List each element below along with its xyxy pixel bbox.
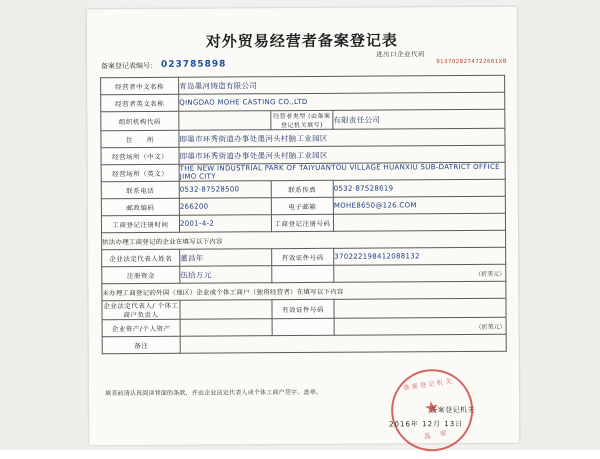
date-month: 12 <box>422 420 434 429</box>
field-value-id-number: 370222198412088132 <box>334 247 506 265</box>
field-label-remark: 备注 <box>102 336 180 353</box>
field-value-phone: 0532·87528500 <box>179 181 271 199</box>
page-title: 对外贸易经营者备案登记表 <box>205 31 398 51</box>
section-heading-individual: 未办理工商登记的外国（地区）企业或个体工商户（独资经营者）在填写以下内容 <box>102 281 506 300</box>
field-value-reg-number <box>333 213 505 231</box>
field-value-legal-rep: 董昌年 <box>180 249 272 267</box>
table-row <box>102 334 506 353</box>
page-left-margin <box>0 0 88 450</box>
seal-arc-text: 备案登记机关 <box>402 376 455 393</box>
registration-form-table <box>100 75 507 354</box>
field-label-reg-number: 工商登记注册号码 <box>271 214 333 231</box>
registration-number-value: 023785898 <box>160 59 227 70</box>
registration-number-label: 备案登记表编号： <box>100 61 158 71</box>
field-value-address: 即墨市环秀街道办事处墨河头村脑工业园区 <box>179 128 505 147</box>
field-value-fax: 0532·87528619 <box>333 179 505 197</box>
field-label-org-code: 组织机构代码 <box>101 111 179 130</box>
authority-label: 备案登记机关 <box>430 405 476 415</box>
field-label-en-name: 经营者英文名称 <box>101 94 179 111</box>
field-label-individual-rep: 企业法定代表人/ 个体工商户负责人 <box>103 301 179 320</box>
field-label-phone: 联系电话 <box>101 181 179 198</box>
field-value-individual-rep <box>180 300 272 320</box>
field-unit-assets-usd: （折美元） <box>334 317 506 335</box>
field-value-email: MOHE8650@126.COM <box>333 196 505 214</box>
seal-star-icon: ★ <box>422 397 441 420</box>
date-day-suffix: 日 <box>455 420 464 429</box>
field-label-capital-blank <box>272 265 334 282</box>
field-value-postcode: 266200 <box>179 198 271 216</box>
field-value-individual-id <box>334 298 506 318</box>
field-label-assets-blank <box>272 318 334 335</box>
field-value-assets <box>180 319 272 337</box>
date-stamp <box>389 419 463 429</box>
date-year-suffix: 年 <box>410 420 419 429</box>
table-row <box>102 298 506 319</box>
field-value-operator-type: 有限责任公司 <box>333 109 505 129</box>
field-value-cn-name: 青岛墨河铸造有限公司 <box>179 75 505 94</box>
field-label-premises-en: 经营场所（英文） <box>101 164 179 181</box>
enterprise-code-value: 9137028274722661XB <box>436 58 508 66</box>
field-value-premises-en: THE NEW INDUSTRIAL PARK OF TAIYUANTOU VILLAGE HUANXIU SUB-DATRICT OFFICE JIMO CITY <box>179 162 505 181</box>
field-value-reg-date: 2001-4-2 <box>179 215 271 233</box>
field-label-legal-rep: 企业法定代表人姓名 <box>102 249 180 266</box>
field-label-fax: 联系传真 <box>271 180 333 197</box>
table-row <box>101 109 505 130</box>
field-label-id-number: 有效证件号码 <box>272 248 334 265</box>
page-right-margin <box>518 0 600 450</box>
field-label-capital: 注册资金 <box>102 266 180 283</box>
date-year: 2016 <box>389 420 411 429</box>
field-label-address: 住 所 <box>101 130 179 147</box>
field-label-cn-name: 经营者中文名称 <box>101 77 179 94</box>
field-value-remark <box>180 334 506 353</box>
field-label-individual-id: 有效证件号码 <box>272 299 334 318</box>
field-value-org-code <box>179 111 271 131</box>
field-value-en-name: QINGDAO MOHE CASTING CO.,LTD <box>179 92 505 111</box>
field-label-operator-type: 经营者类型 (由备案登记机关填写) <box>271 110 333 129</box>
field-value-capital: 伍拾万元 <box>180 266 272 284</box>
field-label-postcode: 邮政编码 <box>101 198 179 215</box>
field-value-premises-cn: 即墨市环秀街道办事处墨河头村脑工业园区 <box>179 145 505 164</box>
date-month-suffix: 月 <box>433 420 442 429</box>
date-day: 13 <box>444 420 456 429</box>
field-label-email: 电子邮箱 <box>271 197 333 214</box>
field-unit-capital-usd: （折美元） <box>334 264 506 282</box>
field-label-reg-date: 工商登记注册时间 <box>101 215 179 232</box>
document-paper <box>87 7 520 446</box>
field-label-premises-cn: 经营场所（中文） <box>101 147 179 164</box>
seal-bottom-text: 盖 章 <box>423 429 449 441</box>
enterprise-code-label: 进出口企业代码 <box>375 50 425 59</box>
form-footnote: 填表前请认真阅读背面的条款，并由企业法定代表人或个体工商户签字、盖章。 <box>104 388 323 398</box>
section-heading-company: 依法办理工商登记的企业在填写以下内容 <box>102 230 506 249</box>
official-seal <box>386 364 479 457</box>
field-label-assets: 企业资产/个人资产 <box>102 319 180 336</box>
